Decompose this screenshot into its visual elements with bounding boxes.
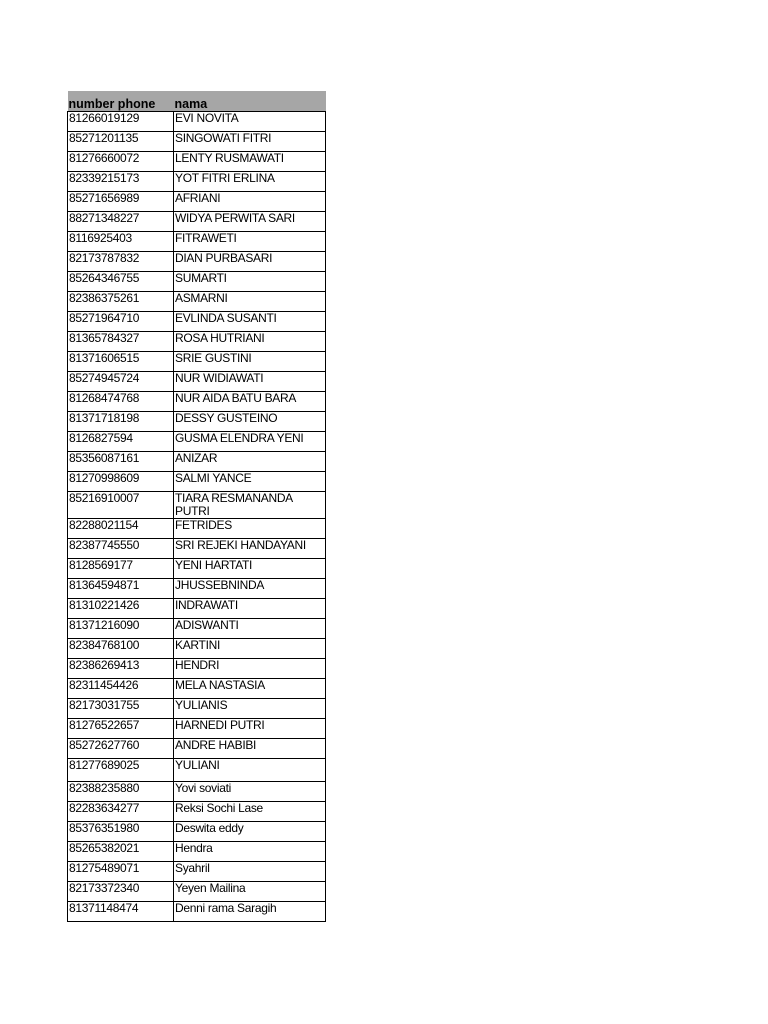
table-row: [68, 112, 326, 132]
table-row: [68, 472, 326, 492]
table-body: [68, 112, 326, 922]
name-cell: ROSA HUTRIANI: [174, 332, 326, 352]
header-name: nama: [174, 91, 326, 112]
phone-cell: 82388235880: [68, 782, 174, 802]
name-cell: YENI HARTATI: [174, 559, 326, 579]
phone-cell: 8128569177: [68, 559, 174, 579]
table-row: [68, 392, 326, 412]
table-row: [68, 272, 326, 292]
phone-cell: 85356087161: [68, 452, 174, 472]
name-cell: LENTY RUSMAWATI: [174, 152, 326, 172]
name-cell: ASMARNI: [174, 292, 326, 312]
table-row: [68, 842, 326, 862]
name-cell-text: TIARA RESMANANDA PUTRI: [175, 491, 293, 518]
phone-cell: 81276522657: [68, 719, 174, 739]
name-cell: KARTINI: [174, 639, 326, 659]
name-cell: EVLINDA SUSANTI: [174, 312, 326, 332]
phone-cell: 81276660072: [68, 152, 174, 172]
table-row: [68, 619, 326, 639]
phone-cell: 85274945724: [68, 372, 174, 392]
table-row: [68, 212, 326, 232]
name-cell: Yovi soviati: [174, 782, 326, 802]
name-cell: ADISWANTI: [174, 619, 326, 639]
header-row: [68, 91, 326, 112]
name-cell: SALMI YANCE: [174, 472, 326, 492]
name-cell: HENDRI: [174, 659, 326, 679]
name-cell: [174, 492, 326, 519]
phone-cell: 85271201135: [68, 132, 174, 152]
phone-cell: 82173031755: [68, 699, 174, 719]
phone-cell: 82384768100: [68, 639, 174, 659]
table-row: [68, 822, 326, 842]
phone-cell: 81365784327: [68, 332, 174, 352]
name-cell: FETRIDES: [174, 519, 326, 539]
table-row: [68, 432, 326, 452]
table-row: [68, 372, 326, 392]
table-row: [68, 452, 326, 472]
name-cell: AFRIANI: [174, 192, 326, 212]
phone-cell: 85271964710: [68, 312, 174, 332]
phone-cell: 81270998609: [68, 472, 174, 492]
phone-cell: 82288021154: [68, 519, 174, 539]
name-cell: ANIZAR: [174, 452, 326, 472]
phone-cell: 81310221426: [68, 599, 174, 619]
contact-table: [67, 91, 326, 922]
phone-cell: 88271348227: [68, 212, 174, 232]
name-cell: SRIE GUSTINI: [174, 352, 326, 372]
phone-cell: 81277689025: [68, 759, 174, 782]
name-cell: JHUSSEBNINDA: [174, 579, 326, 599]
table-row: [68, 659, 326, 679]
phone-cell: 81371718198: [68, 412, 174, 432]
phone-cell: 85264346755: [68, 272, 174, 292]
table-row: [68, 802, 326, 822]
phone-cell: 81268474768: [68, 392, 174, 412]
table-row: [68, 699, 326, 719]
name-cell: Syahril: [174, 862, 326, 882]
table-row: [68, 152, 326, 172]
phone-cell: 8116925403: [68, 232, 174, 252]
phone-cell: 8126827594: [68, 432, 174, 452]
table-row: [68, 599, 326, 619]
phone-cell: 82173372340: [68, 882, 174, 902]
name-cell: DIAN PURBASARI: [174, 252, 326, 272]
table-row: [68, 412, 326, 432]
phone-cell: 82387745550: [68, 539, 174, 559]
name-cell: NUR AIDA BATU BARA: [174, 392, 326, 412]
phone-cell: 81371606515: [68, 352, 174, 372]
phone-cell: 82386375261: [68, 292, 174, 312]
table-row: [68, 539, 326, 559]
name-cell: Denni rama Saragih: [174, 902, 326, 922]
table-row: [68, 559, 326, 579]
name-cell: Deswita eddy: [174, 822, 326, 842]
phone-cell: 81266019129: [68, 112, 174, 132]
phone-cell: 82311454426: [68, 679, 174, 699]
table-row: [68, 902, 326, 922]
name-cell: Reksi Sochi Lase: [174, 802, 326, 822]
phone-cell: 82386269413: [68, 659, 174, 679]
name-cell: GUSMA ELENDRA YENI: [174, 432, 326, 452]
phone-cell: 82339215173: [68, 172, 174, 192]
phone-cell: 85271656989: [68, 192, 174, 212]
phone-cell: 81275489071: [68, 862, 174, 882]
name-cell: DESSY GUSTEINO: [174, 412, 326, 432]
table-row: [68, 492, 326, 519]
phone-cell: 82283634277: [68, 802, 174, 822]
phone-cell: 85376351980: [68, 822, 174, 842]
table-row: [68, 782, 326, 802]
name-cell: YULIANIS: [174, 699, 326, 719]
phone-cell: 81364594871: [68, 579, 174, 599]
name-cell: INDRAWATI: [174, 599, 326, 619]
table-row: [68, 739, 326, 759]
name-cell: NUR WIDIAWATI: [174, 372, 326, 392]
phone-cell: 85216910007: [68, 492, 174, 519]
table-row: [68, 132, 326, 152]
table-row: [68, 232, 326, 252]
table-row: [68, 519, 326, 539]
name-cell: WIDYA PERWITA SARI: [174, 212, 326, 232]
name-cell: YOT FITRI ERLINA: [174, 172, 326, 192]
table-row: [68, 292, 326, 312]
name-cell: SRI REJEKI HANDAYANI: [174, 539, 326, 559]
table-row: [68, 252, 326, 272]
name-cell: SINGOWATI FITRI: [174, 132, 326, 152]
table-row: [68, 352, 326, 372]
phone-cell: 81371148474: [68, 902, 174, 922]
name-cell: YULIANI: [174, 759, 326, 782]
name-cell: Hendra: [174, 842, 326, 862]
phone-cell: 81371216090: [68, 619, 174, 639]
name-cell: Yeyen Mailina: [174, 882, 326, 902]
table-row: [68, 312, 326, 332]
phone-cell: 82173787832: [68, 252, 174, 272]
table-row: [68, 172, 326, 192]
name-cell: HARNEDI PUTRI: [174, 719, 326, 739]
phone-cell: 85272627760: [68, 739, 174, 759]
name-cell: ANDRE HABIBI: [174, 739, 326, 759]
table-row: [68, 719, 326, 739]
phone-cell: 85265382021: [68, 842, 174, 862]
name-cell: MELA NASTASIA: [174, 679, 326, 699]
table-row: [68, 679, 326, 699]
name-cell: SUMARTI: [174, 272, 326, 292]
table-row: [68, 579, 326, 599]
name-cell: EVI NOVITA: [174, 112, 326, 132]
table-row: [68, 759, 326, 782]
table-row: [68, 192, 326, 212]
table-row: [68, 639, 326, 659]
table-row: [68, 862, 326, 882]
table-row: [68, 882, 326, 902]
table-row: [68, 332, 326, 352]
header-phone: number phone: [68, 91, 174, 112]
name-cell: FITRAWETI: [174, 232, 326, 252]
